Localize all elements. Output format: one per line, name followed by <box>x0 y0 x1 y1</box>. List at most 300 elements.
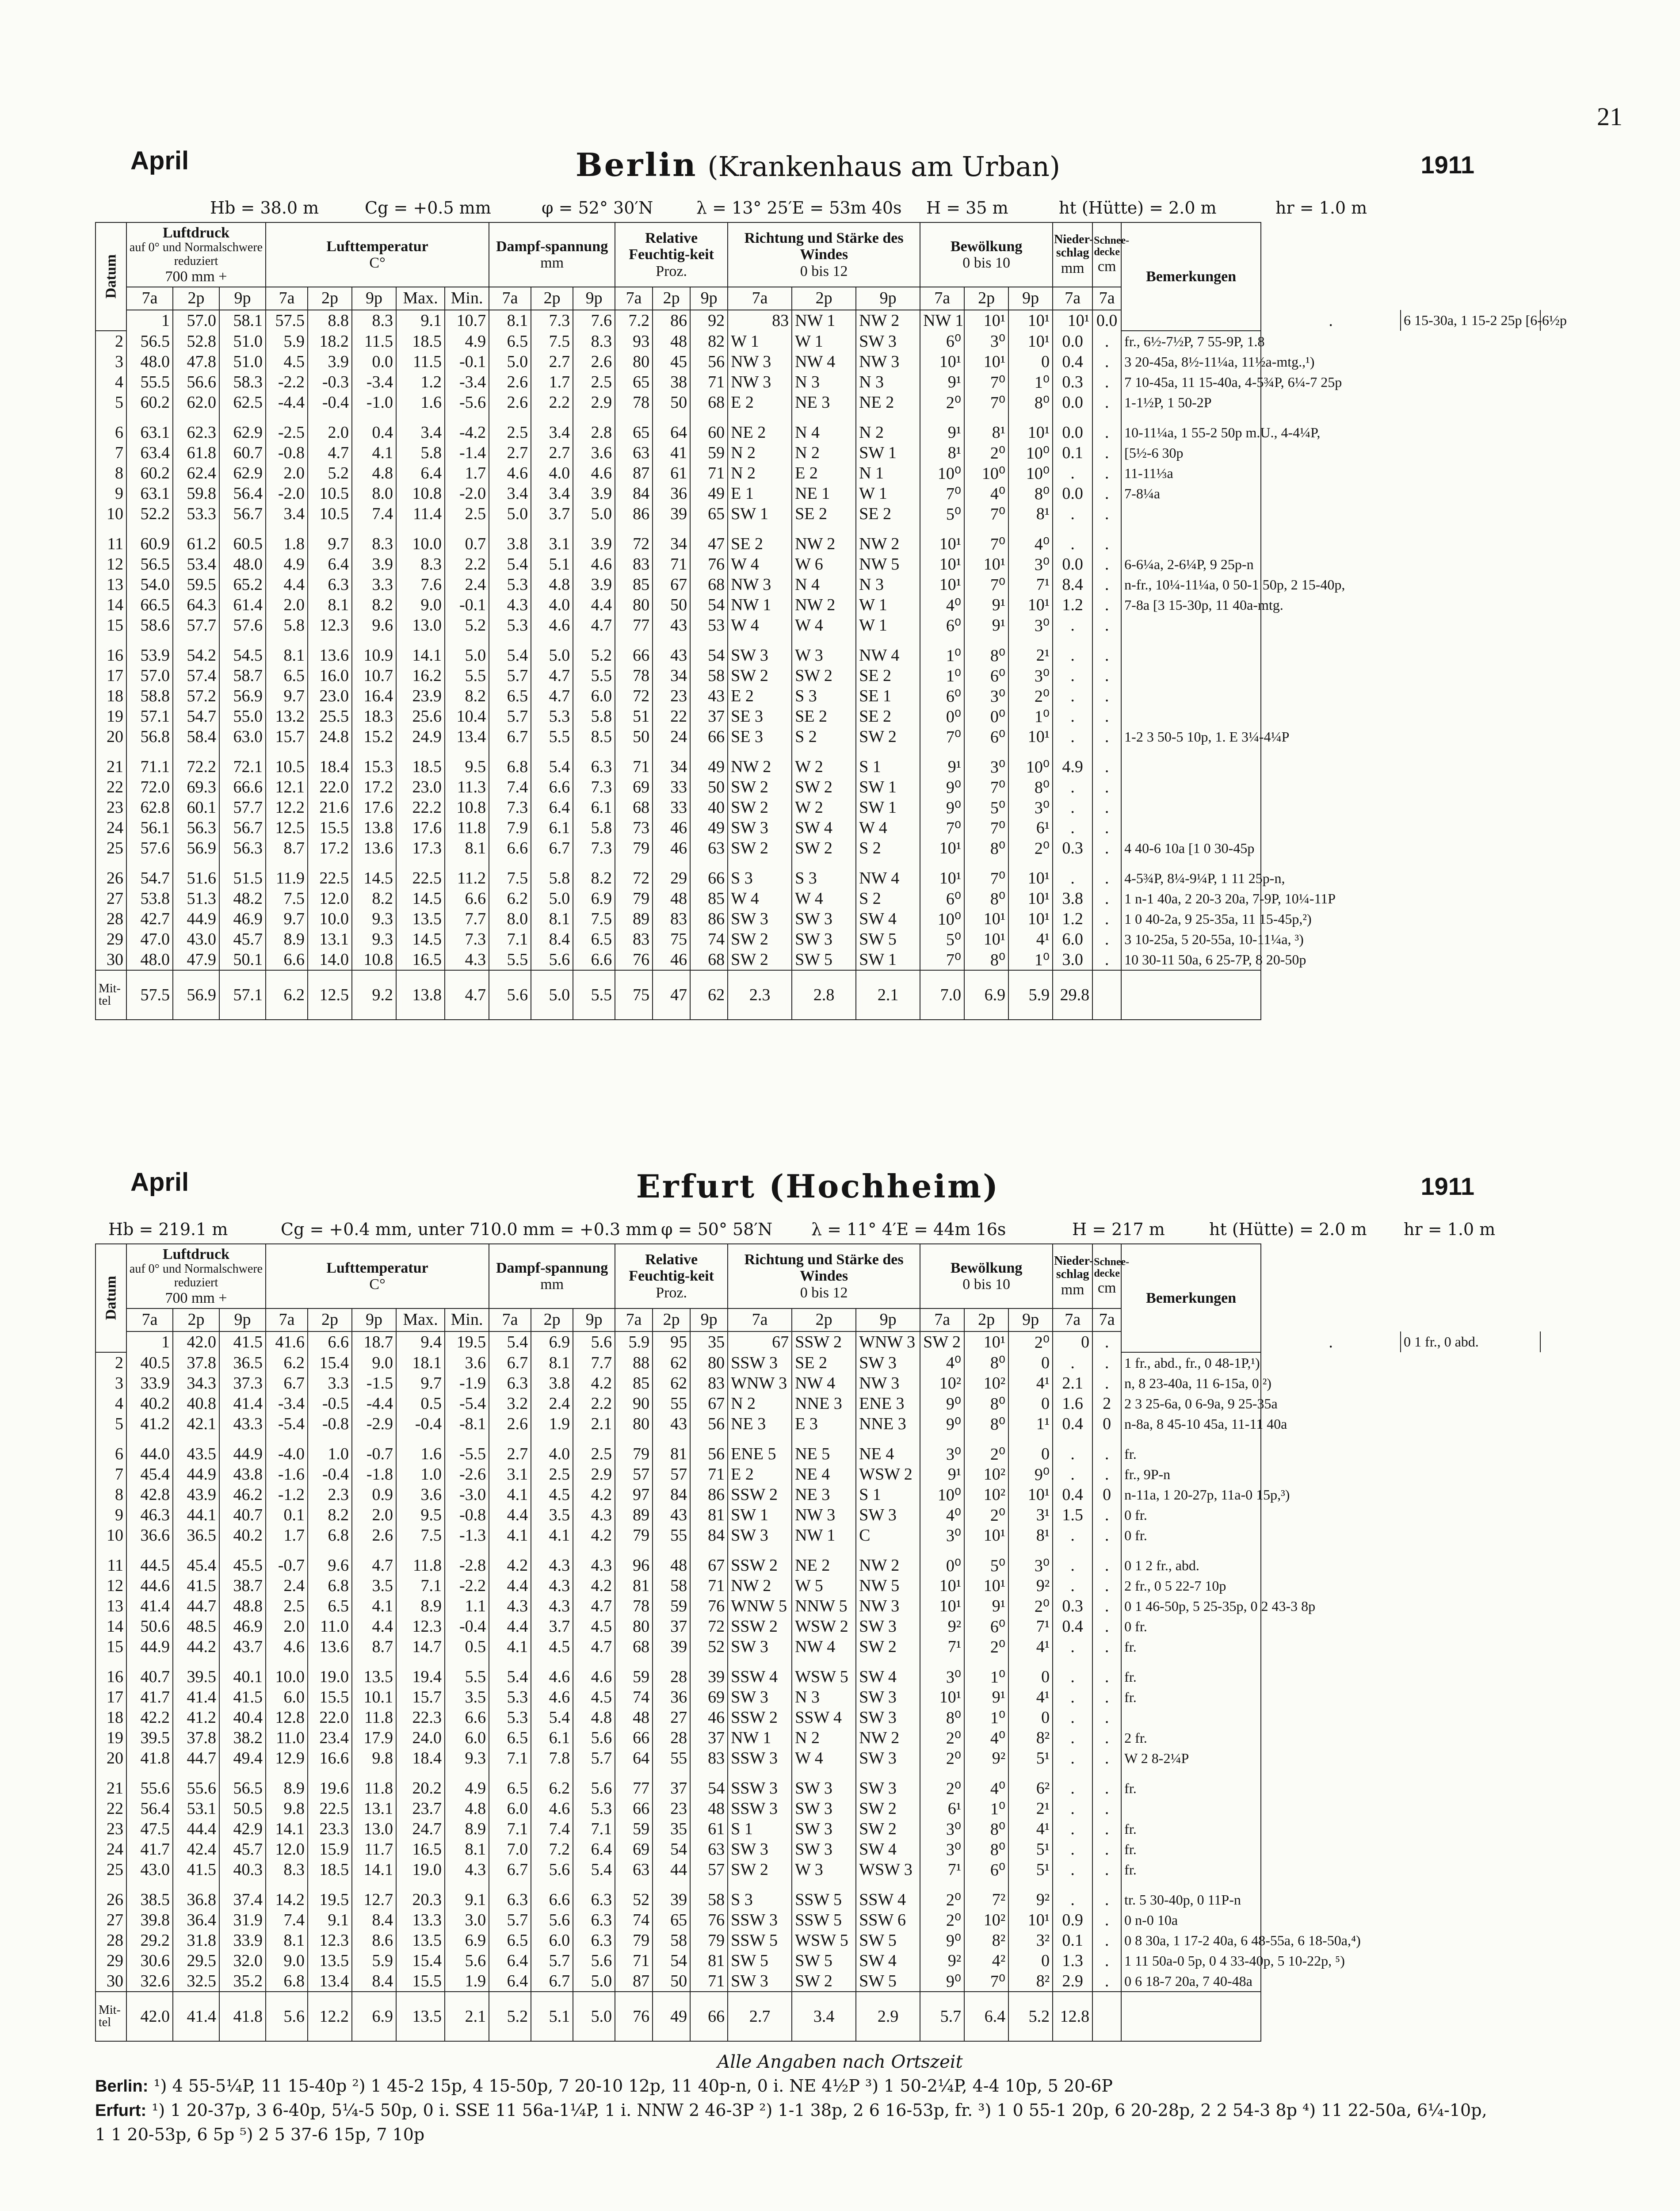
table-cell <box>1008 413 1053 422</box>
table-cell: 24 <box>653 727 690 747</box>
table-cell: 5.0 <box>531 645 573 666</box>
table-cell: 15.5 <box>396 1971 445 1992</box>
table-cell: 9¹ <box>964 1596 1008 1616</box>
table-cell <box>219 1880 266 1890</box>
table-cell: 11.2 <box>445 868 489 888</box>
table-cell: 4.1 <box>531 1525 573 1545</box>
table-cell: 4.1 <box>352 443 396 463</box>
table-cell <box>792 747 856 757</box>
table-cell: . <box>1092 666 1121 686</box>
table-cell: . <box>1053 1352 1092 1373</box>
table-cell: 66 <box>690 868 728 888</box>
table-cell <box>920 858 964 868</box>
table-cell: . <box>1092 615 1121 635</box>
table-cell: 43 <box>653 645 690 666</box>
table-cell <box>489 747 531 757</box>
table-row <box>95 666 1540 686</box>
table-cell: 65 <box>615 422 653 443</box>
table-cell: 4.6 <box>531 1667 573 1687</box>
table-cell: 4.6 <box>573 1667 615 1687</box>
table-cell: 8.2 <box>445 686 489 706</box>
table-cell: 45.7 <box>219 929 266 949</box>
table-row <box>95 645 1540 666</box>
table-cell: 10² <box>964 1910 1008 1930</box>
table-cell: 8.1 <box>531 1352 573 1373</box>
table-cell: 10.0 <box>308 909 352 929</box>
table-cell: fr. <box>1121 1687 1261 1707</box>
table-cell: 33.9 <box>126 1373 173 1393</box>
column-header: 2p <box>964 287 1008 310</box>
table-cell: 6² <box>1008 1778 1053 1798</box>
table-cell: 23.4 <box>308 1728 352 1748</box>
table-cell: 3.9 <box>573 483 615 504</box>
table-cell: 8⁰ <box>964 1414 1008 1434</box>
table-cell: 10¹ <box>920 352 964 372</box>
table-cell: 62.4 <box>173 463 219 483</box>
table-cell <box>573 858 615 868</box>
table-cell: 35 <box>653 1819 690 1839</box>
table-cell: 7.4 <box>531 1819 573 1839</box>
table-cell: 10¹ <box>964 352 1008 372</box>
table-cell: 7.2 <box>531 1839 573 1859</box>
table-cell: 71 <box>690 1464 728 1484</box>
table-cell <box>615 1768 653 1778</box>
table-cell: 47 <box>653 970 690 1020</box>
table-cell: 2.0 <box>352 1505 396 1525</box>
table-cell: 7 <box>95 443 126 463</box>
table-cell: 12.3 <box>396 1616 445 1637</box>
table-cell: 4⁰ <box>920 1352 964 1373</box>
table-cell: 7.1 <box>396 1576 445 1596</box>
table-cell: 22 <box>95 777 126 797</box>
table-cell <box>445 1880 489 1890</box>
table-cell <box>1092 413 1121 422</box>
table-cell: 45.7 <box>219 1839 266 1859</box>
table-cell: 6.5 <box>573 929 615 949</box>
table-cell: 3¹ <box>1008 1505 1053 1525</box>
column-header: 7a <box>266 1308 308 1331</box>
table-cell: 42.0 <box>126 1992 173 2041</box>
table-cell: W 1 <box>856 615 920 635</box>
table-cell <box>615 1657 653 1667</box>
table-cell: 19.5 <box>308 1890 352 1910</box>
table-cell: 23 <box>95 797 126 818</box>
table-cell: 41.5 <box>219 1687 266 1707</box>
table-cell: 8 <box>95 1484 126 1505</box>
table-cell: 4.9 <box>1053 757 1092 777</box>
table-cell: 2.8 <box>573 422 615 443</box>
table-cell <box>489 413 531 422</box>
table-cell: 9.7 <box>266 686 308 706</box>
table-cell: 83 <box>690 1748 728 1768</box>
table-cell: . <box>1092 797 1121 818</box>
table-cell: 28 <box>95 1930 126 1951</box>
table-cell: W 1 <box>856 595 920 615</box>
table-cell: 86 <box>690 909 728 929</box>
table-cell: 56.5 <box>219 1778 266 1798</box>
table-cell: 3⁰ <box>1008 1555 1053 1576</box>
table-cell: 4.3 <box>531 1555 573 1576</box>
table-cell: 26 <box>95 868 126 888</box>
table-cell: . <box>1092 595 1121 615</box>
table-cell: -8.1 <box>445 1414 489 1434</box>
table-cell: 65.2 <box>219 574 266 595</box>
table-cell: 10¹ <box>1008 888 1053 909</box>
table-cell: 2.7 <box>531 352 573 372</box>
table-cell: 41.8 <box>126 1748 173 1768</box>
table-cell: 6.7 <box>531 838 573 858</box>
table-cell: 7.8 <box>531 1748 573 1768</box>
table-cell <box>615 1434 653 1444</box>
table-cell: 9² <box>1008 1576 1053 1596</box>
table-cell: -0.7 <box>266 1555 308 1576</box>
table-cell: 6⁰ <box>964 1616 1008 1637</box>
table-cell <box>573 1880 615 1890</box>
table-cell: 71 <box>615 1951 653 1971</box>
table-cell: 37 <box>653 1616 690 1637</box>
table-cell: -5.4 <box>445 1393 489 1414</box>
table-cell: 36 <box>653 1687 690 1707</box>
table-cell: 12.8 <box>266 1707 308 1728</box>
table-cell: 63 <box>690 1839 728 1859</box>
table-cell: 8⁰ <box>1008 777 1053 797</box>
table-cell: 8.4 <box>352 1971 396 1992</box>
table-cell: 8¹ <box>964 422 1008 443</box>
table-cell: 59.5 <box>173 574 219 595</box>
table-cell: 9.4 <box>396 1331 445 1352</box>
table-cell <box>920 1768 964 1778</box>
table-cell: . <box>1092 645 1121 666</box>
table-cell: 83 <box>690 1373 728 1393</box>
table-row <box>95 615 1540 635</box>
table-cell: 6.8 <box>308 1525 352 1545</box>
table-cell: 4 40-6 10a [1 0 30-45p <box>1121 838 1261 858</box>
table-cell <box>573 747 615 757</box>
table-cell: 44.9 <box>219 1444 266 1464</box>
table-cell <box>728 1880 792 1890</box>
table-cell: 4.2 <box>573 1484 615 1505</box>
table-cell: 58.7 <box>219 666 266 686</box>
table-cell: 1⁰ <box>920 666 964 686</box>
table-cell: 35.2 <box>219 1971 266 1992</box>
table-cell: 7.5 <box>531 331 573 352</box>
table-cell: 8.1 <box>445 838 489 858</box>
table-cell <box>173 858 219 868</box>
table-cell: 89 <box>615 1505 653 1525</box>
table-cell: 1.0 <box>396 1464 445 1484</box>
table-cell: 58.3 <box>219 372 266 392</box>
table-cell: -5.4 <box>266 1414 308 1434</box>
table-cell: 5.5 <box>573 666 615 686</box>
table-cell: 20.3 <box>396 1890 445 1910</box>
column-header: 2p <box>792 287 856 310</box>
table-cell <box>531 747 573 757</box>
table-cell: 46.3 <box>126 1505 173 1525</box>
column-header: 7a <box>489 1308 531 1331</box>
table-cell: 5.7 <box>531 1951 573 1971</box>
table-cell: 5.2 <box>445 615 489 635</box>
table-cell: N 1 <box>856 463 920 483</box>
table-cell <box>266 1434 308 1444</box>
table-cell: 67 <box>653 574 690 595</box>
table-cell: NW 4 <box>792 352 856 372</box>
table-cell: 0.1 <box>266 1505 308 1525</box>
table-cell: . <box>1092 1637 1121 1657</box>
table-cell <box>308 1545 352 1555</box>
table-cell <box>173 1434 219 1444</box>
table-cell <box>690 1657 728 1667</box>
table-cell: 55.5 <box>126 372 173 392</box>
table-cell: 58 <box>690 1890 728 1910</box>
table-cell: 7 <box>95 1464 126 1484</box>
table-cell: 5.6 <box>573 1728 615 1748</box>
table-cell: 7-8a [3 15-30p, 11 40a-mtg. <box>1121 595 1261 615</box>
erfurt-section <box>95 1167 1541 2042</box>
table-cell: 6.3 <box>489 1890 531 1910</box>
table-cell: 6.5 <box>489 1930 531 1951</box>
table-cell: 9² <box>1008 1890 1053 1910</box>
table-cell: 6.6 <box>489 838 531 858</box>
table-cell <box>266 858 308 868</box>
col-wind: Richtung und Stärke des Windes 0 bis 12 <box>728 222 920 287</box>
table-row <box>95 909 1540 929</box>
table-cell: 9⁰ <box>920 1414 964 1434</box>
table-cell: 42.2 <box>126 1707 173 1728</box>
table-cell: 41.2 <box>126 1414 173 1434</box>
table-cell: 43.0 <box>126 1859 173 1880</box>
table-cell: 18 <box>95 686 126 706</box>
table-cell: 64.3 <box>173 595 219 615</box>
table-cell: SW 2 <box>728 797 792 818</box>
table-cell <box>219 747 266 757</box>
table-cell: W 1 <box>728 331 792 352</box>
table-cell <box>615 524 653 534</box>
erfurt-month: April <box>130 1168 189 1197</box>
table-cell: 44.5 <box>126 1555 173 1576</box>
table-cell <box>1008 747 1053 757</box>
table-cell: 84 <box>615 483 653 504</box>
table-cell: 78 <box>615 666 653 686</box>
table-cell: W 3 <box>792 1859 856 1880</box>
table-cell: fr., 6½-7½P, 7 55-9P, 1.8 <box>1121 331 1261 352</box>
table-cell <box>531 1434 573 1444</box>
table-cell: 10¹ <box>964 1525 1008 1545</box>
table-cell: 29.8 <box>1053 970 1092 1020</box>
table-cell: 5.8 <box>573 818 615 838</box>
table-cell: 46 <box>653 838 690 858</box>
table-cell: NW 4 <box>856 645 920 666</box>
table-cell: 10⁰ <box>1008 757 1053 777</box>
table-cell: 5⁰ <box>920 929 964 949</box>
table-cell <box>352 1545 396 1555</box>
col-schneedecke: Schnee-decke cm <box>1092 222 1121 287</box>
table-cell: 56.9 <box>173 970 219 1020</box>
table-cell <box>690 747 728 757</box>
table-cell: 45.5 <box>219 1555 266 1576</box>
table-cell: 0⁰ <box>964 706 1008 727</box>
table-cell: 2.7 <box>728 1992 792 2041</box>
table-cell <box>531 635 573 645</box>
table-cell: 80 <box>615 1414 653 1434</box>
table-cell <box>219 1768 266 1778</box>
table-cell: . <box>1092 757 1121 777</box>
table-cell: 21 <box>95 757 126 777</box>
table-cell <box>95 524 126 534</box>
table-cell <box>95 635 126 645</box>
table-cell <box>531 1880 573 1890</box>
table-cell: 6⁰ <box>920 331 964 352</box>
table-cell: 3.1 <box>489 1464 531 1484</box>
table-cell <box>1053 747 1092 757</box>
table-cell: SSW 2 <box>728 1616 792 1637</box>
table-cell: 2.4 <box>445 574 489 595</box>
table-cell: 2.6 <box>352 1525 396 1545</box>
table-cell: SW 3 <box>728 1687 792 1707</box>
table-cell: 56 <box>690 1444 728 1464</box>
table-cell: . <box>1053 686 1092 706</box>
table-cell: 2.5 <box>573 372 615 392</box>
table-cell: 24 <box>95 818 126 838</box>
column-header: 7a <box>920 287 964 310</box>
table-cell: 11.9 <box>266 868 308 888</box>
column-header: 9p <box>690 287 728 310</box>
table-cell: 5.6 <box>266 1992 308 2041</box>
table-cell: . <box>1053 1859 1092 1880</box>
table-cell <box>445 1657 489 1667</box>
table-cell: 8.8 <box>308 310 352 331</box>
table-cell: 47.9 <box>173 949 219 970</box>
table-cell: 11.8 <box>352 1707 396 1728</box>
table-cell: 39 <box>653 504 690 524</box>
table-cell: 63 <box>615 1859 653 1880</box>
table-cell: 78 <box>615 1596 653 1616</box>
table-cell <box>219 524 266 534</box>
berlin-section <box>95 146 1567 1020</box>
table-cell: 24 <box>95 1839 126 1859</box>
table-cell <box>653 1545 690 1555</box>
table-cell: NNW 5 <box>792 1596 856 1616</box>
table-cell: 8.1 <box>266 1930 308 1951</box>
table-cell: . <box>1092 727 1121 747</box>
table-cell: SW 4 <box>856 1839 920 1859</box>
table-row <box>95 1596 1540 1616</box>
table-cell: 0.0 <box>1053 422 1092 443</box>
table-cell: 2⁰ <box>964 443 1008 463</box>
table-cell: 0 <box>1092 1414 1121 1434</box>
table-cell: 3⁰ <box>1008 666 1053 686</box>
table-cell: 8⁰ <box>964 645 1008 666</box>
table-cell: 73 <box>615 818 653 838</box>
table-cell: 4.6 <box>531 1798 573 1819</box>
table-cell: 10⁰ <box>920 1484 964 1505</box>
table-cell: 2.5 <box>489 422 531 443</box>
table-cell: 3.8 <box>531 1373 573 1393</box>
table-cell <box>352 1768 396 1778</box>
table-row <box>95 1444 1540 1464</box>
table-cell: 24.9 <box>396 727 445 747</box>
table-cell: 10¹ <box>1008 422 1053 443</box>
table-cell: 10¹ <box>1008 727 1053 747</box>
table-cell: 37 <box>653 1778 690 1798</box>
table-cell: 6.2 <box>266 970 308 1020</box>
table-cell: 25.5 <box>308 706 352 727</box>
table-cell: 2¹ <box>1008 1798 1053 1819</box>
table-cell: 5.9 <box>352 1951 396 1971</box>
table-cell: 2⁰ <box>920 1748 964 1768</box>
table-cell: 6.5 <box>489 686 531 706</box>
table-cell <box>352 1657 396 1667</box>
table-cell: . <box>1092 1859 1121 1880</box>
table-cell: 9⁰ <box>920 1971 964 1992</box>
table-cell: 8.7 <box>266 838 308 858</box>
table-cell: 0.3 <box>1053 372 1092 392</box>
col-bemerkungen: Bemerkungen <box>1121 222 1261 331</box>
table-cell: SW 3 <box>728 645 792 666</box>
table-cell: 5.9 <box>615 1331 653 1352</box>
table-cell <box>1121 645 1261 666</box>
table-row <box>95 1859 1540 1880</box>
table-cell: 23.0 <box>308 686 352 706</box>
table-cell: 7.3 <box>489 797 531 818</box>
table-cell: . <box>1053 1819 1092 1839</box>
table-cell: 15.5 <box>308 1687 352 1707</box>
table-cell <box>126 1768 173 1778</box>
table-cell <box>308 635 352 645</box>
table-cell: 2.5 <box>573 1444 615 1464</box>
table-row <box>95 422 1540 443</box>
table-cell <box>1008 858 1053 868</box>
table-cell <box>792 524 856 534</box>
table-cell: 44.9 <box>173 909 219 929</box>
col-lufttemperatur: Lufttemperatur C° <box>266 222 489 287</box>
table-cell: 6.0 <box>531 1930 573 1951</box>
table-cell: 5.6 <box>573 1331 615 1352</box>
table-cell: fr., 9P-n <box>1121 1464 1261 1484</box>
table-cell: 1 n-1 40a, 2 20-3 20a, 7-9P, 10¼-11P <box>1121 888 1261 909</box>
table-cell: NE 2 <box>792 1555 856 1576</box>
table-cell <box>308 1434 352 1444</box>
table-cell: 30.6 <box>126 1951 173 1971</box>
table-cell: 47.0 <box>126 929 173 949</box>
table-cell: 59 <box>615 1667 653 1687</box>
table-cell: 4.1 <box>489 1484 531 1505</box>
table-cell: NW 2 <box>728 757 792 777</box>
table-cell <box>690 858 728 868</box>
table-cell: SW 3 <box>728 1971 792 1992</box>
table-row <box>95 1484 1540 1505</box>
table-cell: 0.4 <box>1053 352 1092 372</box>
table-cell: 48 <box>653 331 690 352</box>
table-cell: N 4 <box>792 422 856 443</box>
table-cell: SW 4 <box>856 1667 920 1687</box>
table-cell: 10.0 <box>266 1667 308 1687</box>
table-cell: NW 5 <box>856 554 920 574</box>
table-cell: 13.1 <box>352 1798 396 1819</box>
table-cell: . <box>1053 1890 1092 1910</box>
table-cell: 17 <box>95 666 126 686</box>
table-cell <box>690 1545 728 1555</box>
table-cell <box>653 747 690 757</box>
table-cell: 15.7 <box>396 1687 445 1707</box>
table-cell: 2.8 <box>792 970 856 1020</box>
table-cell: W 2 8-2¼P <box>1121 1748 1261 1768</box>
table-cell: 37 <box>690 706 728 727</box>
table-cell: 4.9 <box>445 1778 489 1798</box>
table-cell: 83 <box>653 909 690 929</box>
column-header: Max. <box>396 1308 445 1331</box>
table-cell: 3.4 <box>531 422 573 443</box>
column-header: 9p <box>352 287 396 310</box>
